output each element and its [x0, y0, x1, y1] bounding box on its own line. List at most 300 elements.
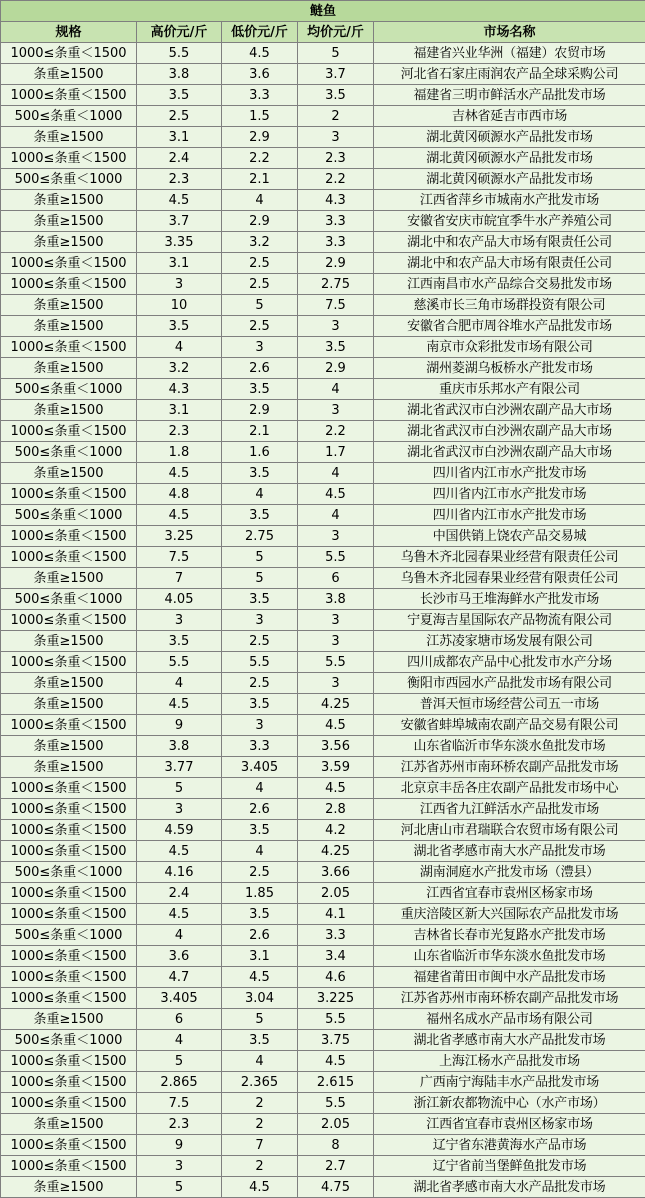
cell-avg-price: 4.5 — [298, 1051, 374, 1072]
cell-high-price: 2.3 — [137, 1114, 222, 1135]
cell-low-price: 2.1 — [222, 421, 298, 442]
table-row — [1, 148, 645, 169]
table-row — [1, 463, 645, 484]
cell-low-price: 3.6 — [222, 64, 298, 85]
cell-spec: 条重≥1500 — [1, 400, 137, 421]
cell-avg-price: 5.5 — [298, 652, 374, 673]
table-row — [1, 1072, 645, 1093]
cell-spec: 条重≥1500 — [1, 358, 137, 379]
cell-high-price: 4 — [137, 925, 222, 946]
cell-avg-price: 2.05 — [298, 883, 374, 904]
cell-high-price: 4.16 — [137, 862, 222, 883]
cell-spec: 1000≤条重＜1500 — [1, 841, 137, 862]
cell-spec: 条重≥1500 — [1, 1177, 137, 1198]
cell-avg-price: 2.2 — [298, 421, 374, 442]
cell-low-price: 5.5 — [222, 652, 298, 673]
cell-market: 湖北省孝感市南大水产品批发市场 — [374, 1177, 645, 1198]
cell-spec: 条重≥1500 — [1, 757, 137, 778]
table-row — [1, 610, 645, 631]
header-market: 市场名称 — [374, 22, 645, 43]
cell-avg-price: 3.66 — [298, 862, 374, 883]
cell-avg-price: 6 — [298, 568, 374, 589]
cell-low-price: 2.1 — [222, 169, 298, 190]
cell-spec: 500≤条重＜1000 — [1, 862, 137, 883]
cell-avg-price: 3.56 — [298, 736, 374, 757]
cell-high-price: 3.1 — [137, 400, 222, 421]
cell-spec: 1000≤条重＜1500 — [1, 253, 137, 274]
cell-avg-price: 3.7 — [298, 64, 374, 85]
table-row — [1, 1135, 645, 1156]
cell-spec: 500≤条重＜1000 — [1, 442, 137, 463]
table-row — [1, 946, 645, 967]
cell-high-price: 2.4 — [137, 148, 222, 169]
cell-low-price: 3.2 — [222, 232, 298, 253]
cell-spec: 1000≤条重＜1500 — [1, 421, 137, 442]
cell-spec: 500≤条重＜1000 — [1, 925, 137, 946]
cell-low-price: 2.5 — [222, 631, 298, 652]
cell-market: 湖北黄冈硕源水产品批发市场 — [374, 148, 645, 169]
cell-market: 四川省内江市水产批发市场 — [374, 484, 645, 505]
table-row — [1, 337, 645, 358]
table-row — [1, 925, 645, 946]
table-row — [1, 274, 645, 295]
cell-spec: 1000≤条重＜1500 — [1, 526, 137, 547]
cell-avg-price: 2.615 — [298, 1072, 374, 1093]
cell-avg-price: 3.5 — [298, 85, 374, 106]
cell-high-price: 4.5 — [137, 694, 222, 715]
table-row — [1, 967, 645, 988]
table-row — [1, 169, 645, 190]
cell-avg-price: 3 — [298, 631, 374, 652]
cell-avg-price: 4.5 — [298, 778, 374, 799]
cell-high-price: 10 — [137, 295, 222, 316]
cell-market: 湖北省孝感市南大水产品批发市场 — [374, 1030, 645, 1051]
cell-high-price: 3.7 — [137, 211, 222, 232]
cell-avg-price: 2.05 — [298, 1114, 374, 1135]
cell-avg-price: 3 — [298, 400, 374, 421]
cell-low-price: 2.365 — [222, 1072, 298, 1093]
cell-high-price: 3.5 — [137, 316, 222, 337]
cell-spec: 条重≥1500 — [1, 127, 137, 148]
cell-market: 四川成都农产品中心批发市水产分场 — [374, 652, 645, 673]
cell-market: 河北省石家庄雨润农产品全球采购公司 — [374, 64, 645, 85]
cell-low-price: 4.5 — [222, 967, 298, 988]
cell-avg-price: 3.59 — [298, 757, 374, 778]
cell-market: 北京京丰岳各庄农副产品批发市场中心 — [374, 778, 645, 799]
cell-high-price: 2.3 — [137, 169, 222, 190]
cell-avg-price: 5.5 — [298, 1093, 374, 1114]
cell-avg-price: 7.5 — [298, 295, 374, 316]
cell-low-price: 2.5 — [222, 316, 298, 337]
table-row — [1, 904, 645, 925]
table-row — [1, 736, 645, 757]
cell-market: 福建省莆田市闽中水产品批发市场 — [374, 967, 645, 988]
cell-market: 重庆市乐邦水产有限公司 — [374, 379, 645, 400]
cell-market: 江苏省苏州市南环桥农副产品批发市场 — [374, 757, 645, 778]
cell-spec: 条重≥1500 — [1, 232, 137, 253]
cell-avg-price: 8 — [298, 1135, 374, 1156]
cell-low-price: 4 — [222, 1051, 298, 1072]
table-row — [1, 547, 645, 568]
cell-market: 湖北中和农产品大市场有限责任公司 — [374, 232, 645, 253]
cell-avg-price: 2.75 — [298, 274, 374, 295]
cell-market: 辽宁省前当堡鲜鱼批发市场 — [374, 1156, 645, 1177]
cell-low-price: 4 — [222, 778, 298, 799]
table-row — [1, 400, 645, 421]
cell-high-price: 2.4 — [137, 883, 222, 904]
cell-avg-price: 2.2 — [298, 169, 374, 190]
cell-market: 湖南洞庭水产批发市场（澧县） — [374, 862, 645, 883]
cell-avg-price: 3.3 — [298, 925, 374, 946]
table-row — [1, 988, 645, 1009]
table-row — [1, 442, 645, 463]
table-row — [1, 253, 645, 274]
cell-market: 江西省萍乡市城南水产批发市场 — [374, 190, 645, 211]
cell-low-price: 2 — [222, 1114, 298, 1135]
cell-avg-price: 2.8 — [298, 799, 374, 820]
cell-market: 慈溪市长三角市场群投资有限公司 — [374, 295, 645, 316]
cell-high-price: 7.5 — [137, 547, 222, 568]
cell-low-price: 3.5 — [222, 820, 298, 841]
cell-high-price: 2.5 — [137, 106, 222, 127]
cell-market: 乌鲁木齐北园春果业经营有限责任公司 — [374, 568, 645, 589]
cell-high-price: 3.8 — [137, 64, 222, 85]
cell-market: 河北唐山市君瑞联合农贸市场有限公司 — [374, 820, 645, 841]
cell-market: 湖北省武汉市白沙洲农副产品大市场 — [374, 442, 645, 463]
cell-spec: 条重≥1500 — [1, 316, 137, 337]
cell-avg-price: 3 — [298, 526, 374, 547]
cell-market: 四川省内江市水产批发市场 — [374, 463, 645, 484]
cell-avg-price: 5.5 — [298, 1009, 374, 1030]
cell-low-price: 3 — [222, 715, 298, 736]
cell-high-price: 5 — [137, 1051, 222, 1072]
table-row — [1, 673, 645, 694]
cell-avg-price: 5.5 — [298, 547, 374, 568]
table-row — [1, 1093, 645, 1114]
cell-low-price: 2.75 — [222, 526, 298, 547]
table-row — [1, 883, 645, 904]
cell-low-price: 4.5 — [222, 43, 298, 64]
cell-high-price: 3 — [137, 610, 222, 631]
cell-market: 中国供销上饶农产品交易城 — [374, 526, 645, 547]
cell-avg-price: 4 — [298, 379, 374, 400]
table-row — [1, 295, 645, 316]
cell-high-price: 3.5 — [137, 85, 222, 106]
cell-spec: 1000≤条重＜1500 — [1, 904, 137, 925]
table-row — [1, 820, 645, 841]
cell-low-price: 2.5 — [222, 673, 298, 694]
cell-high-price: 4.59 — [137, 820, 222, 841]
cell-spec: 1000≤条重＜1500 — [1, 715, 137, 736]
cell-spec: 1000≤条重＜1500 — [1, 547, 137, 568]
cell-spec: 1000≤条重＜1500 — [1, 799, 137, 820]
header-row — [1, 22, 645, 43]
cell-avg-price: 4.6 — [298, 967, 374, 988]
cell-avg-price: 2.9 — [298, 253, 374, 274]
cell-low-price: 5 — [222, 1009, 298, 1030]
cell-spec: 1000≤条重＜1500 — [1, 1156, 137, 1177]
cell-low-price: 4 — [222, 841, 298, 862]
table-row — [1, 484, 645, 505]
cell-avg-price: 4.5 — [298, 484, 374, 505]
cell-avg-price: 3.8 — [298, 589, 374, 610]
cell-avg-price: 1.7 — [298, 442, 374, 463]
cell-low-price: 2.9 — [222, 127, 298, 148]
cell-market: 吉林省长春市光复路水产批发市场 — [374, 925, 645, 946]
cell-avg-price: 5 — [298, 43, 374, 64]
cell-low-price: 2.9 — [222, 211, 298, 232]
cell-high-price: 3.1 — [137, 127, 222, 148]
cell-low-price: 2.5 — [222, 862, 298, 883]
cell-avg-price: 4.75 — [298, 1177, 374, 1198]
cell-avg-price: 4.25 — [298, 841, 374, 862]
cell-low-price: 3.5 — [222, 463, 298, 484]
cell-low-price: 2.2 — [222, 148, 298, 169]
cell-market: 安徽省合肥市周谷堆水产品批发市场 — [374, 316, 645, 337]
table-row — [1, 1030, 645, 1051]
cell-spec: 条重≥1500 — [1, 1114, 137, 1135]
table-row — [1, 505, 645, 526]
table-row — [1, 190, 645, 211]
cell-avg-price: 4 — [298, 505, 374, 526]
table-row — [1, 379, 645, 400]
cell-market: 安徽省安庆市皖宜季牛水产养殖公司 — [374, 211, 645, 232]
cell-market: 重庆涪陵区新大兴国际农产品批发市场 — [374, 904, 645, 925]
cell-market: 江苏凌家塘市场发展有限公司 — [374, 631, 645, 652]
cell-market: 福建省三明市鲜活水产品批发市场 — [374, 85, 645, 106]
cell-market: 浙江新农都物流中心（水产市场） — [374, 1093, 645, 1114]
cell-avg-price: 3 — [298, 673, 374, 694]
cell-market: 湖北黄冈硕源水产品批发市场 — [374, 127, 645, 148]
cell-high-price: 5 — [137, 778, 222, 799]
title-row — [1, 1, 645, 22]
cell-spec: 500≤条重＜1000 — [1, 505, 137, 526]
cell-market: 南京市众彩批发市场有限公司 — [374, 337, 645, 358]
cell-high-price: 3 — [137, 1156, 222, 1177]
cell-low-price: 3.04 — [222, 988, 298, 1009]
cell-spec: 1000≤条重＜1500 — [1, 85, 137, 106]
cell-market: 吉林省延吉市西市场 — [374, 106, 645, 127]
table-row — [1, 526, 645, 547]
cell-spec: 1000≤条重＜1500 — [1, 778, 137, 799]
cell-low-price: 2.6 — [222, 358, 298, 379]
table-row — [1, 211, 645, 232]
table-row — [1, 1156, 645, 1177]
cell-high-price: 3.25 — [137, 526, 222, 547]
cell-high-price: 3.1 — [137, 253, 222, 274]
table-row — [1, 694, 645, 715]
cell-spec: 500≤条重＜1000 — [1, 106, 137, 127]
cell-avg-price: 2.9 — [298, 358, 374, 379]
table-row — [1, 1009, 645, 1030]
cell-avg-price: 4.2 — [298, 820, 374, 841]
cell-high-price: 5 — [137, 1177, 222, 1198]
cell-avg-price: 3 — [298, 610, 374, 631]
cell-spec: 1000≤条重＜1500 — [1, 43, 137, 64]
cell-low-price: 5 — [222, 547, 298, 568]
cell-low-price: 2.5 — [222, 253, 298, 274]
cell-low-price: 4 — [222, 190, 298, 211]
cell-spec: 1000≤条重＜1500 — [1, 820, 137, 841]
cell-avg-price: 3.75 — [298, 1030, 374, 1051]
cell-low-price: 2.6 — [222, 925, 298, 946]
cell-avg-price: 3.3 — [298, 211, 374, 232]
cell-low-price: 3.3 — [222, 736, 298, 757]
cell-high-price: 9 — [137, 715, 222, 736]
cell-spec: 条重≥1500 — [1, 568, 137, 589]
cell-high-price: 3.5 — [137, 631, 222, 652]
cell-high-price: 4 — [137, 1030, 222, 1051]
cell-high-price: 3.77 — [137, 757, 222, 778]
cell-spec: 条重≥1500 — [1, 631, 137, 652]
cell-spec: 1000≤条重＜1500 — [1, 1072, 137, 1093]
table-row — [1, 1051, 645, 1072]
cell-market: 衡阳市西园水产品批发市场有限公司 — [374, 673, 645, 694]
cell-market: 福建省兴业华洲（福建）农贸市场 — [374, 43, 645, 64]
cell-avg-price: 4.5 — [298, 715, 374, 736]
table-row — [1, 631, 645, 652]
cell-high-price: 3 — [137, 274, 222, 295]
cell-low-price: 3.3 — [222, 85, 298, 106]
cell-market: 乌鲁木齐北园春果业经营有限责任公司 — [374, 547, 645, 568]
table-row — [1, 1114, 645, 1135]
table-row — [1, 757, 645, 778]
cell-high-price: 4.05 — [137, 589, 222, 610]
cell-high-price: 7.5 — [137, 1093, 222, 1114]
cell-spec: 条重≥1500 — [1, 190, 137, 211]
cell-low-price: 3.5 — [222, 694, 298, 715]
cell-high-price: 6 — [137, 1009, 222, 1030]
cell-low-price: 3.5 — [222, 904, 298, 925]
table-row — [1, 841, 645, 862]
cell-spec: 500≤条重＜1000 — [1, 589, 137, 610]
cell-spec: 1000≤条重＜1500 — [1, 274, 137, 295]
table-row — [1, 316, 645, 337]
table-row — [1, 43, 645, 64]
cell-avg-price: 4.3 — [298, 190, 374, 211]
cell-high-price: 4.5 — [137, 841, 222, 862]
cell-high-price: 3.35 — [137, 232, 222, 253]
cell-avg-price: 3.225 — [298, 988, 374, 1009]
cell-high-price: 4.5 — [137, 463, 222, 484]
cell-spec: 1000≤条重＜1500 — [1, 484, 137, 505]
cell-market: 宁夏海吉星国际农产品物流有限公司 — [374, 610, 645, 631]
cell-spec: 条重≥1500 — [1, 673, 137, 694]
cell-high-price: 7 — [137, 568, 222, 589]
table-row — [1, 715, 645, 736]
header-low-price: 低价元/斤 — [222, 22, 298, 43]
cell-avg-price: 2.7 — [298, 1156, 374, 1177]
table-row — [1, 85, 645, 106]
cell-avg-price: 3.3 — [298, 232, 374, 253]
cell-market: 广西南宁海陆丰水产品批发市场 — [374, 1072, 645, 1093]
header-avg-price: 均价元/斤 — [298, 22, 374, 43]
table-row — [1, 421, 645, 442]
cell-low-price: 5 — [222, 295, 298, 316]
cell-low-price: 2.5 — [222, 274, 298, 295]
table-title: 鲢鱼 — [1, 1, 645, 22]
cell-market: 四川省内江市水产批发市场 — [374, 505, 645, 526]
cell-low-price: 3 — [222, 610, 298, 631]
cell-high-price: 5.5 — [137, 43, 222, 64]
cell-high-price: 3 — [137, 799, 222, 820]
cell-avg-price: 4 — [298, 463, 374, 484]
cell-low-price: 3.5 — [222, 589, 298, 610]
cell-market: 湖北黄冈硕源水产品批发市场 — [374, 169, 645, 190]
table-row — [1, 106, 645, 127]
cell-spec: 1000≤条重＜1500 — [1, 148, 137, 169]
cell-market: 福州名成水产品市场有限公司 — [374, 1009, 645, 1030]
cell-high-price: 4.7 — [137, 967, 222, 988]
table-row — [1, 862, 645, 883]
cell-low-price: 2.6 — [222, 799, 298, 820]
cell-market: 普洱天恒市场经营公司五一市场 — [374, 694, 645, 715]
table-row — [1, 232, 645, 253]
header-spec: 规格 — [1, 22, 137, 43]
cell-avg-price: 4.25 — [298, 694, 374, 715]
cell-low-price: 5 — [222, 568, 298, 589]
cell-spec: 条重≥1500 — [1, 211, 137, 232]
cell-low-price: 1.6 — [222, 442, 298, 463]
cell-low-price: 3 — [222, 337, 298, 358]
cell-high-price: 4.3 — [137, 379, 222, 400]
cell-low-price: 4 — [222, 484, 298, 505]
cell-avg-price: 2.3 — [298, 148, 374, 169]
cell-market: 辽宁省东港黄海水产品市场 — [374, 1135, 645, 1156]
cell-spec: 500≤条重＜1000 — [1, 379, 137, 400]
cell-market: 山东省临沂市华东淡水鱼批发市场 — [374, 946, 645, 967]
cell-spec: 1000≤条重＜1500 — [1, 1051, 137, 1072]
cell-spec: 500≤条重＜1000 — [1, 169, 137, 190]
cell-high-price: 4.5 — [137, 904, 222, 925]
cell-spec: 1000≤条重＜1500 — [1, 1135, 137, 1156]
cell-spec: 1000≤条重＜1500 — [1, 610, 137, 631]
cell-spec: 条重≥1500 — [1, 1009, 137, 1030]
cell-low-price: 3.5 — [222, 1030, 298, 1051]
cell-avg-price: 4.1 — [298, 904, 374, 925]
cell-low-price: 3.405 — [222, 757, 298, 778]
table-row — [1, 589, 645, 610]
cell-market: 湖北中和农产品大市场有限责任公司 — [374, 253, 645, 274]
cell-high-price: 3.2 — [137, 358, 222, 379]
cell-high-price: 9 — [137, 1135, 222, 1156]
cell-spec: 1000≤条重＜1500 — [1, 988, 137, 1009]
table-row — [1, 127, 645, 148]
cell-market: 上海江杨水产品批发市场 — [374, 1051, 645, 1072]
cell-low-price: 3.5 — [222, 505, 298, 526]
table-row — [1, 799, 645, 820]
cell-spec: 1000≤条重＜1500 — [1, 337, 137, 358]
cell-high-price: 2.3 — [137, 421, 222, 442]
cell-market: 长沙市马王堆海鲜水产批发市场 — [374, 589, 645, 610]
cell-spec: 1000≤条重＜1500 — [1, 967, 137, 988]
cell-high-price: 4.5 — [137, 505, 222, 526]
cell-avg-price: 3 — [298, 127, 374, 148]
cell-low-price: 3.1 — [222, 946, 298, 967]
cell-spec: 1000≤条重＜1500 — [1, 946, 137, 967]
cell-high-price: 3.8 — [137, 736, 222, 757]
cell-avg-price: 2 — [298, 106, 374, 127]
header-high-price: 高价元/斤 — [137, 22, 222, 43]
cell-high-price: 4 — [137, 673, 222, 694]
cell-low-price: 2 — [222, 1156, 298, 1177]
cell-high-price: 3.405 — [137, 988, 222, 1009]
cell-low-price: 4.5 — [222, 1177, 298, 1198]
table-row — [1, 568, 645, 589]
cell-market: 江西南昌市水产品综合交易批发市场 — [374, 274, 645, 295]
cell-market: 湖州菱湖乌板桥水产批发市场 — [374, 358, 645, 379]
cell-spec: 1000≤条重＜1500 — [1, 652, 137, 673]
